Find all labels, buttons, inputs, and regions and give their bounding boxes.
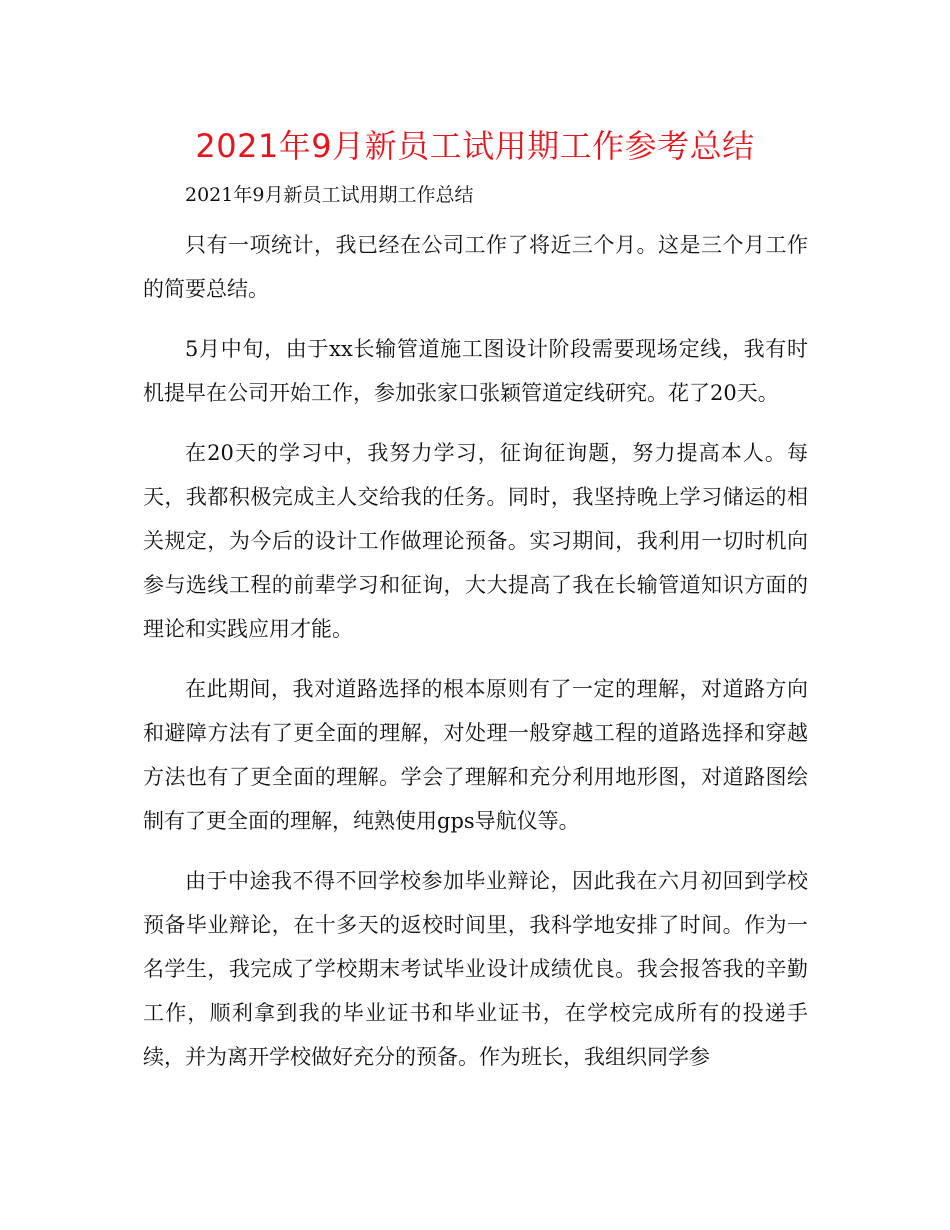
document-body (143, 223, 808, 1095)
paragraph-1: 只有一项统计，我已经在公司工作了将近三个月。这是三个月工作的简要总结。 (143, 233, 808, 301)
document-subtitle: 2021年9月新员工试用期工作总结 (185, 184, 474, 206)
paragraph-3: 在20天的学习中，我努力学习，征询征询题，努力提高本人。每天，我都积极完成主人交给我的任务。同时，我坚持晚上学习储运的相关规定，为今后的设计工作做理论预备。实习期间，我利用一切时机向参与选线工程的前辈学习和征询，大大提高了我在长输管道知识方面的理论和实践应用才能。 (143, 441, 808, 641)
paragraph-4: 在此期间，我对道路选择的根本原则有了一定的理解，对道路方向和避障方法有了更全面的理解，对处理一般穿越工程的道路选择和穿越方法也有了更全面的理解。学会了理解和充分利用地形图，对道路图绘制有了更全面的理解，纯熟使用gps导航仪等。 (143, 677, 808, 833)
paragraph-5: 由于中途我不得不回学校参加毕业辩论，因此我在六月初回到学校预备毕业辩论，在十多天的返校时间里，我科学地安排了时间。作为一名学生，我完成了学校期末考试毕业设计成绩优良。我会报答我的辛勤工作，顺利拿到我的毕业证书和毕业证书，在学校完成所有的投递手续，并为离开学校做好充分的预备。作为班长，我组织同学参 (143, 869, 808, 1069)
paragraph-2: 5月中旬，由于xx长输管道施工图设计阶段需要现场定线，我有时机提早在公司开始工作，参加张家口张颖管道定线研究。花了20天。 (143, 337, 808, 405)
document-title: 2021年9月新员工试用期工作参考总结 (195, 127, 755, 165)
